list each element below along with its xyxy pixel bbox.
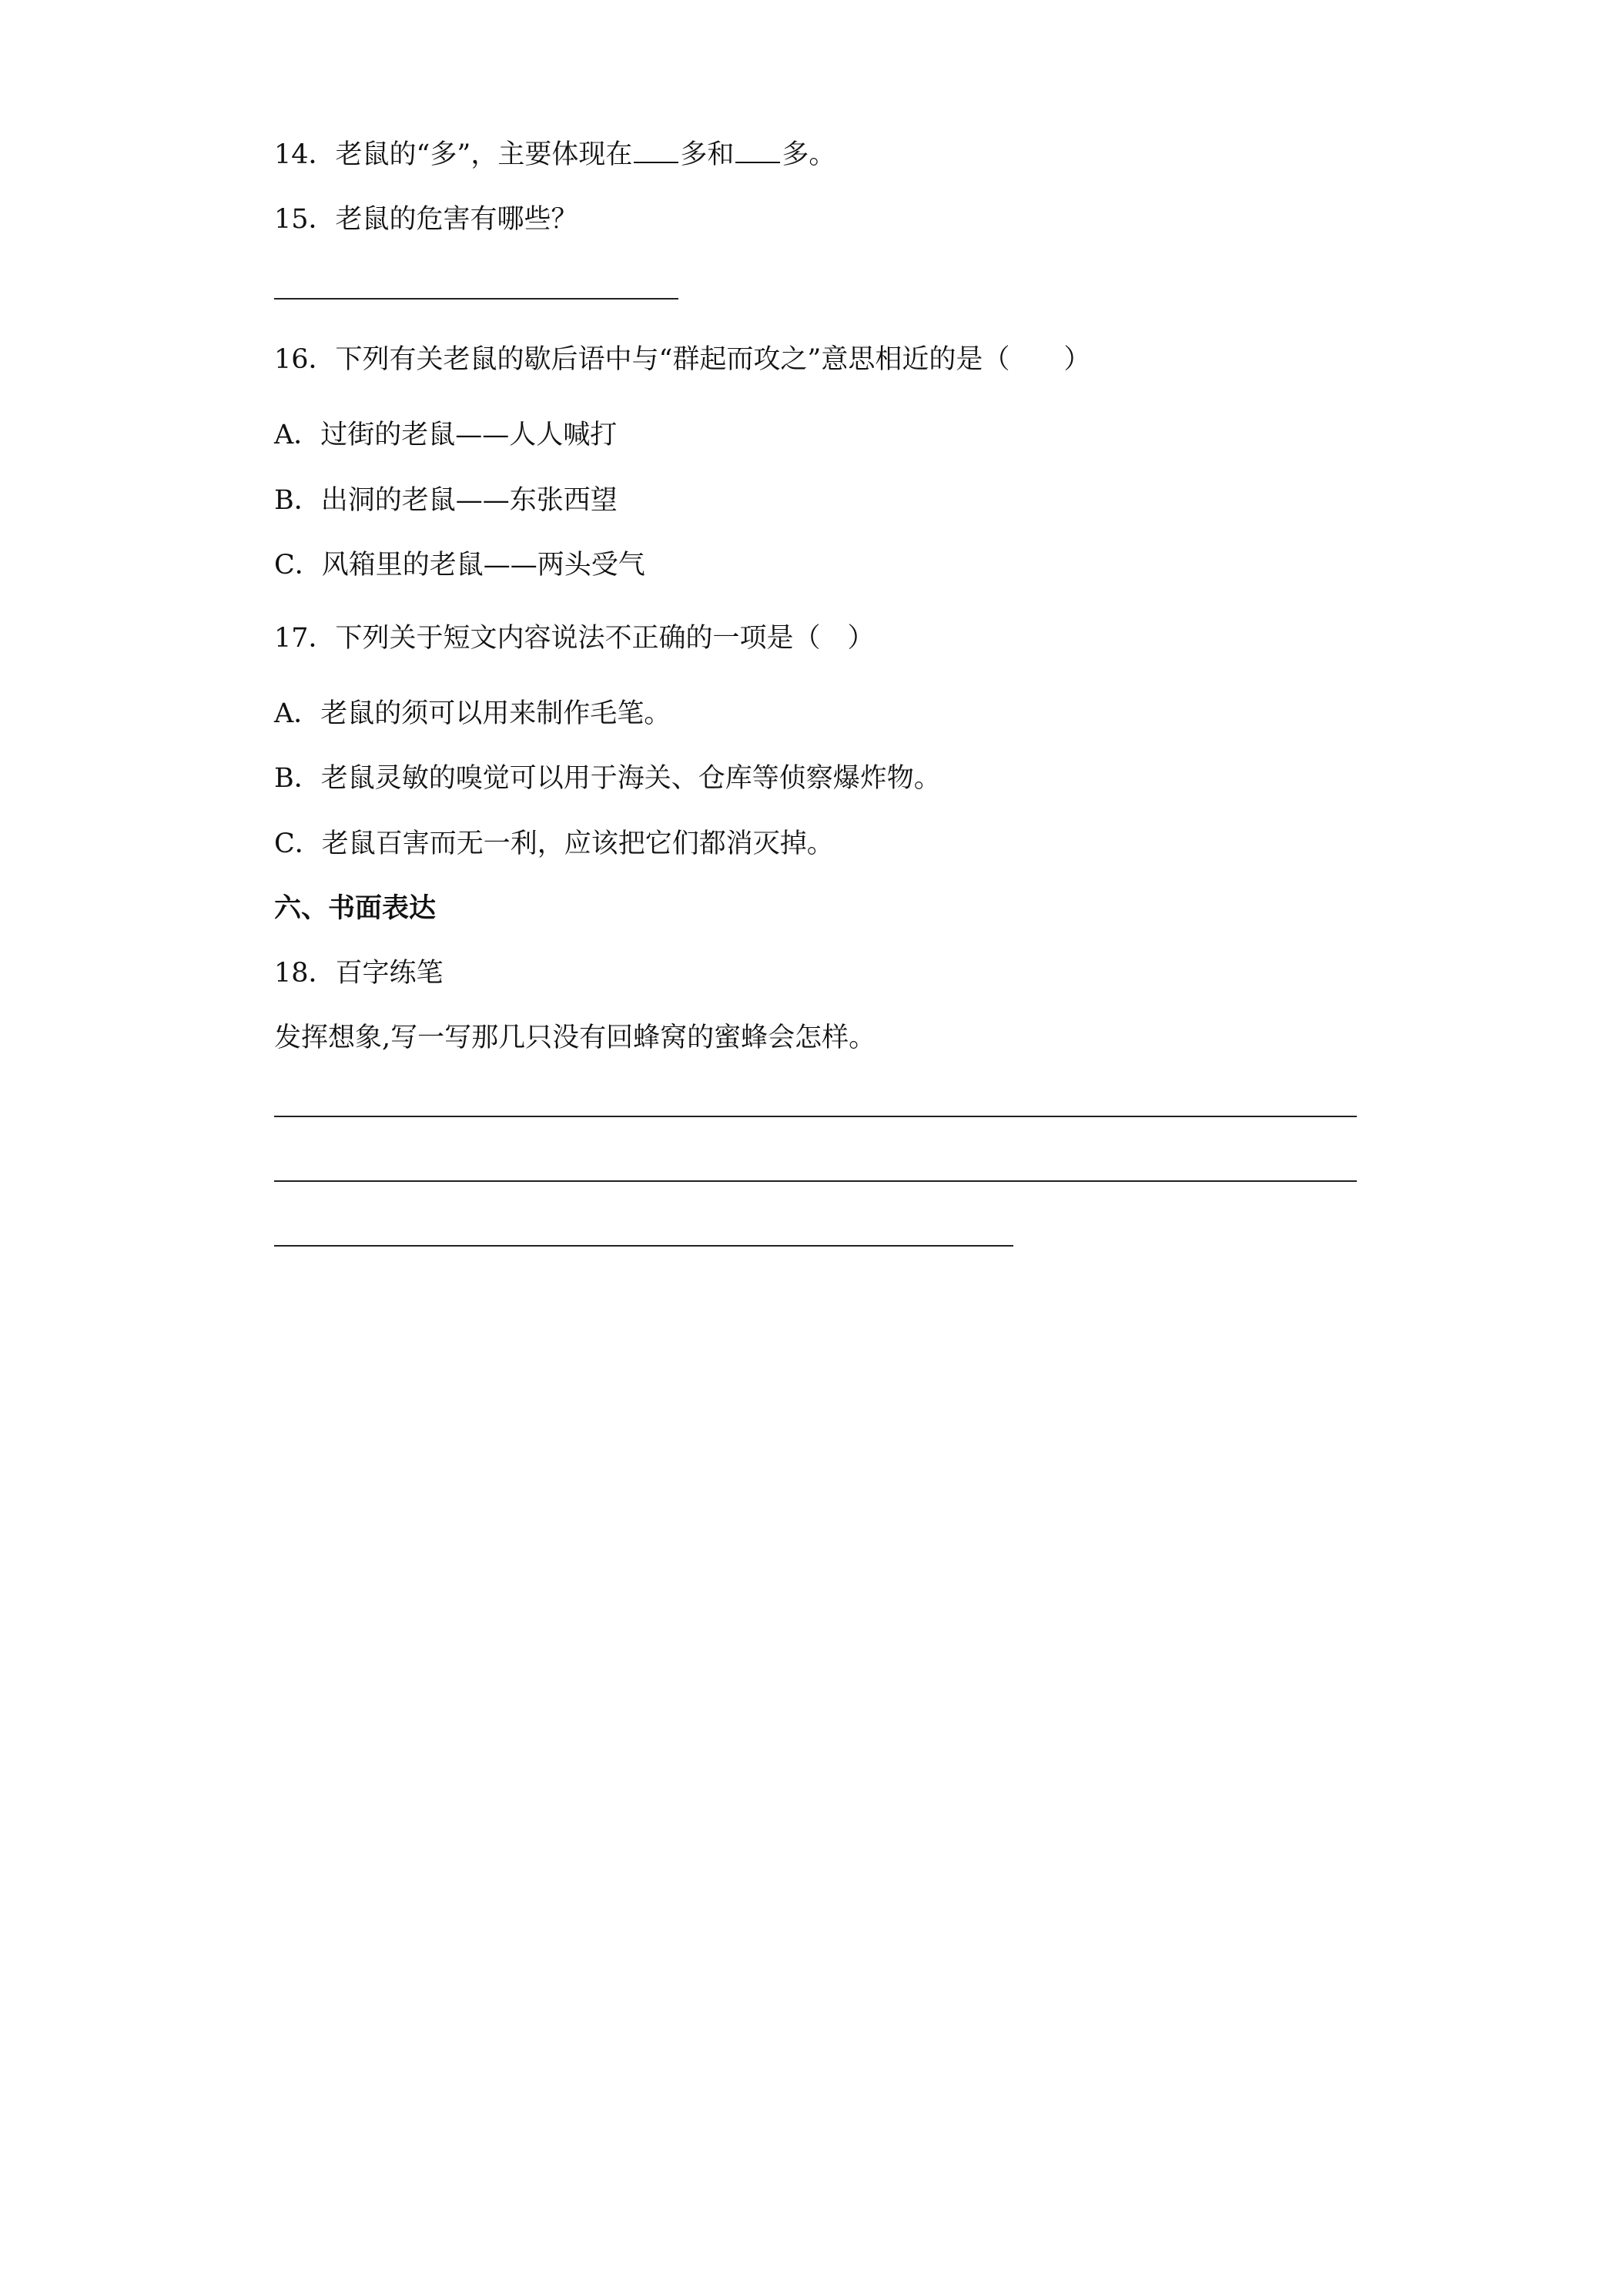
question-16-stem: 16．下列有关老鼠的歇后语中与“群起而攻之”意思相近的是（ ） <box>274 344 1091 375</box>
q14-blank-2[interactable] <box>735 139 780 163</box>
q15-answer-line[interactable] <box>274 298 678 300</box>
question-18-title: 18．百字练笔 <box>274 958 444 989</box>
q14-prefix: 14．老鼠的“多”，主要体现在 <box>274 139 633 170</box>
q16-option-c[interactable]: C．风箱里的老鼠——两头受气 <box>274 550 645 581</box>
q18-answer-line-2[interactable] <box>274 1180 1357 1182</box>
q17-option-c[interactable]: C．老鼠百害而无一利，应该把它们都消灭掉。 <box>274 828 834 859</box>
q16-option-a[interactable]: A．过街的老鼠——人人喊打 <box>274 420 618 450</box>
question-15: 15．老鼠的危害有哪些？ <box>274 204 578 235</box>
question-17-stem: 17．下列关于短文内容说法不正确的一项是（ ） <box>274 623 875 654</box>
q17-option-b[interactable]: B．老鼠灵敏的嗅觉可以用于海关、仓库等侦察爆炸物。 <box>274 763 941 794</box>
question-14 <box>274 136 835 174</box>
q14-blank-1[interactable] <box>634 139 678 163</box>
q16-option-b[interactable]: B．出洞的老鼠——东张西望 <box>274 485 618 516</box>
q17-option-a[interactable]: A．老鼠的须可以用来制作毛笔。 <box>274 698 671 729</box>
question-18-prompt: 发挥想象,写一写那几只没有回蜂窝的蜜蜂会怎样。 <box>274 1022 876 1053</box>
q18-answer-line-1[interactable] <box>274 1116 1357 1117</box>
section-6-title: 六、书面表达 <box>274 893 437 924</box>
q14-suffix: 多。 <box>782 139 836 170</box>
q18-answer-line-3[interactable] <box>274 1245 1013 1247</box>
q14-middle: 多和 <box>680 139 735 170</box>
